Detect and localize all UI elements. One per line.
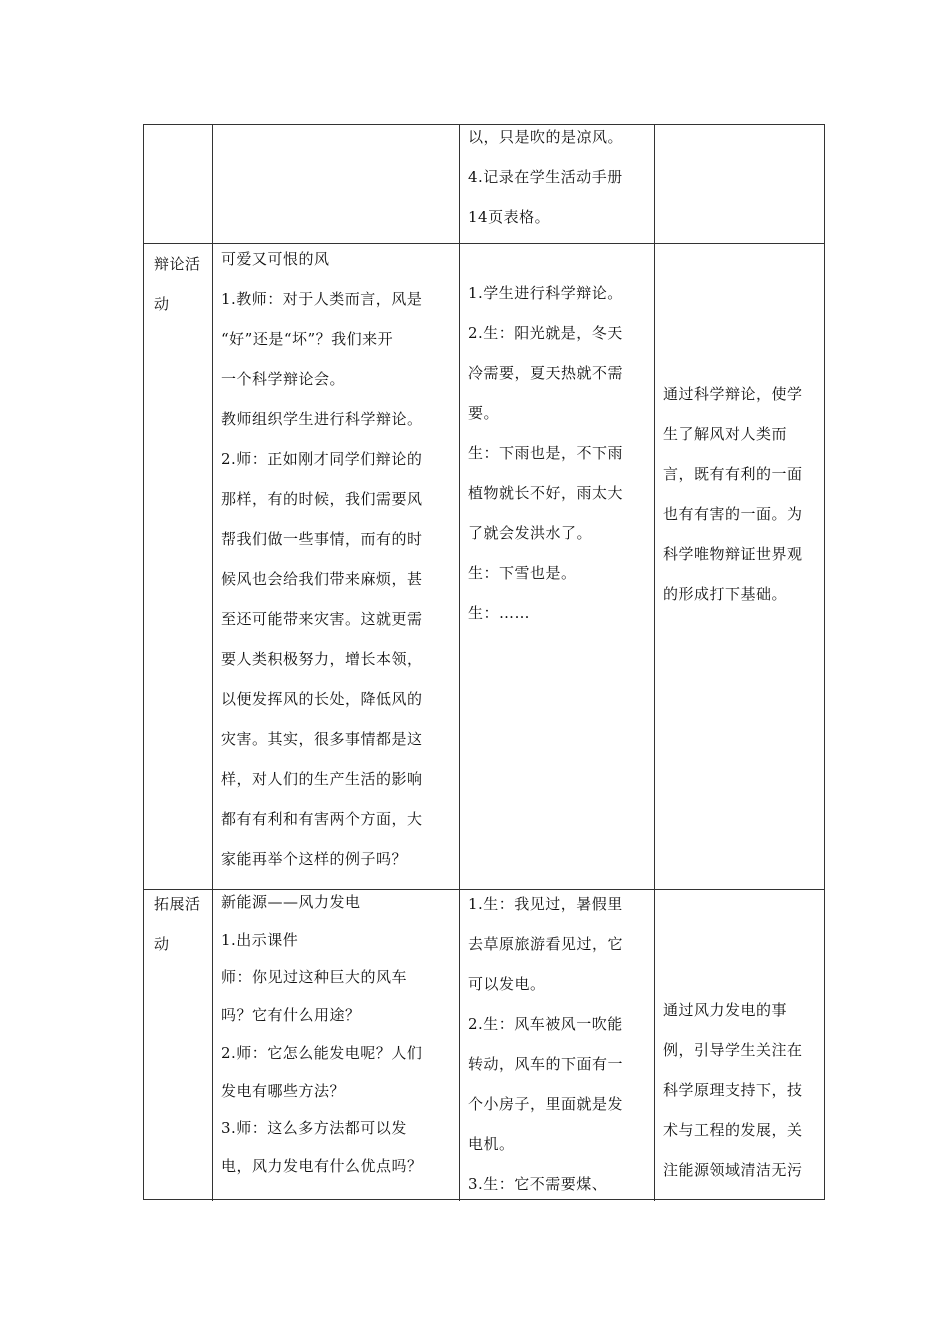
student-activity-text: 以，只是吹的是凉风。 4.记录在学生活动手册 14页表格。 — [468, 128, 624, 226]
design-intent-text: 通过风力发电的事 例，引导学生关注在 科学原理支持下，技 术与工程的发展，关 注能源领域清洁无污 — [663, 1001, 803, 1179]
activity-label-cell — [144, 890, 212, 1201]
table-row — [144, 243, 824, 889]
activity-label-cell — [144, 244, 212, 889]
activity-label: 拓展活 动 — [154, 895, 201, 953]
design-intent-cell — [654, 244, 825, 889]
lesson-plan-table — [143, 124, 825, 1200]
teacher-activity-cell — [212, 125, 459, 243]
student-activity-text: 1.生：我见过，暑假里 去草原旅游看见过，它 可以发电。 2.生：风车被风一吹能 转动，风车的下面有一 个小房子，里面就是发 电机。 3.生：它不需要煤、 — [468, 895, 624, 1193]
teacher-activity-text: 可爱又可恨的风 1.教师：对于人类而言，风是 “好”还是“坏”？我们来开 一个科学辩论会。 教师组织学生进行科学辩论。 2.师：正如刚才同学们辩论的 那样，有的时候，我们需要风 帮我们做一些事情，而有的时 候风也会给我们带来麻烦，甚 至还可能带来灾害。这就更需 要人类积极努力，增长本领， 以便发挥风的长处，降低风的 灾害。其实，很多事情都是这 样，对人们的生产生活的影响 都有有利和有害两个方面，大 家能再举个这样的例子吗？ — [221, 250, 423, 868]
teacher-activity-cell — [212, 890, 459, 1201]
activity-label-cell — [144, 125, 212, 243]
student-activity-cell — [459, 890, 654, 1201]
student-activity-cell — [459, 125, 654, 243]
teacher-activity-text: 新能源——风力发电 1.出示课件 师：你见过这种巨大的风车 吗？它有什么用途？ 2.师：它怎么能发电呢？人们 发电有哪些方法？ 3.师：这么多方法都可以发 电，风力发电有什么优点吗？ — [221, 893, 423, 1175]
teacher-activity-cell — [212, 244, 459, 889]
design-intent-text: 通过科学辩论，使学 生了解风对人类而 言，既有有利的一面 也有有害的一面。为 科学唯物辩证世界观 的形成打下基础。 — [663, 385, 803, 603]
activity-label: 辩论活 动 — [154, 255, 201, 313]
table-row — [144, 889, 824, 1201]
table-row — [144, 125, 824, 243]
design-intent-cell — [654, 125, 825, 243]
student-activity-text: 1.学生进行科学辩论。 2.生：阳光就是，冬天 冷需要，夏天热就不需 要。 生：下雨也是，不下雨 植物就长不好，雨太大 了就会发洪水了。 生：下雪也是。 生：…… — [468, 284, 624, 622]
design-intent-cell — [654, 890, 825, 1201]
student-activity-cell — [459, 244, 654, 889]
